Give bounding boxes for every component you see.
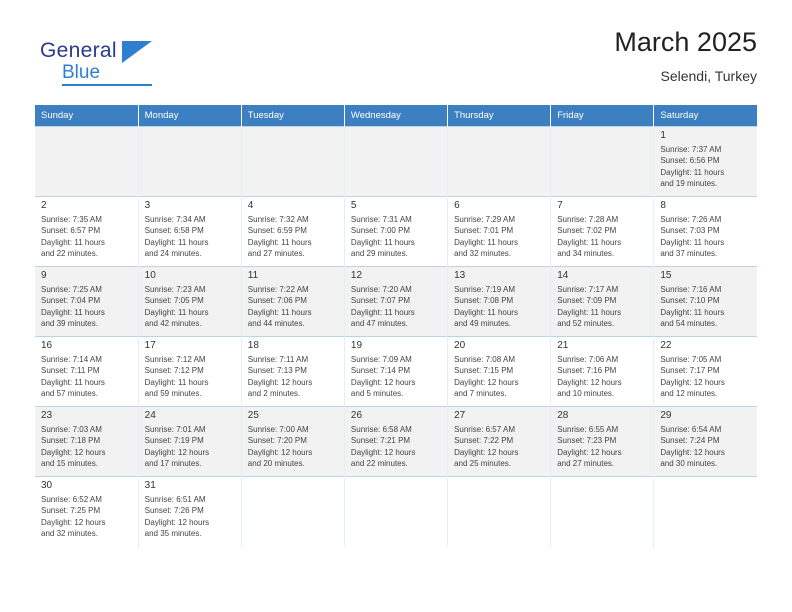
day-sun-info [248,354,339,399]
sunset-text: Sunset: 6:58 PM [144,226,204,236]
logo-underline [62,84,152,86]
daylight-text-line2: and 47 minutes. [350,319,408,329]
calendar-cell-empty [654,477,757,547]
daylight-text-line2: and 7 minutes. [454,389,507,399]
sunrise-text: Sunrise: 6:54 AM [660,425,722,434]
sunset-text: Sunset: 7:15 PM [454,366,514,376]
sunset-text: Sunset: 7:04 PM [41,296,101,306]
sunset-text: Sunset: 7:22 PM [454,436,514,446]
day-sun-info [351,284,442,329]
day-sun-info [351,424,442,469]
sunset-text: Sunset: 7:01 PM [454,226,514,236]
daylight-text-line2: and 22 minutes. [41,249,98,259]
weekday-header-sunday: Sunday [35,105,138,127]
day-sun-info [145,284,236,329]
daylight-text-line1: Daylight: 12 hours [660,447,725,457]
day-number: 1 [660,130,666,141]
day-number: 15 [660,270,672,281]
calendar-cell-empty [35,127,138,197]
sunrise-text: Sunrise: 7:11 AM [247,355,309,364]
calendar-day-cell [241,267,344,337]
daylight-text-line2: and 52 minutes. [557,319,615,329]
sunset-text: Sunset: 7:21 PM [350,436,411,446]
day-sun-info [454,214,545,259]
day-number: 30 [41,480,53,491]
daylight-text-line1: Daylight: 12 hours [454,377,519,387]
weekday-header-thursday: Thursday [448,105,551,127]
sunrise-text: Sunrise: 6:58 AM [350,425,412,434]
calendar-day-cell [35,407,138,477]
daylight-text-line1: Daylight: 11 hours [41,377,105,387]
daylight-text-line2: and 20 minutes. [247,459,305,469]
daylight-text-line2: and 29 minutes. [350,249,408,259]
calendar-day-cell [551,407,654,477]
calendar-cell-empty [138,127,241,197]
sunset-text: Sunset: 7:24 PM [660,436,720,446]
calendar-day-cell [35,197,138,267]
sunset-text: Sunset: 7:13 PM [247,366,307,376]
sunrise-text: Sunrise: 7:09 AM [350,355,412,364]
day-number: 18 [247,340,259,351]
day-number: 28 [557,410,569,421]
day-number: 7 [557,200,563,211]
calendar-day-cell [448,267,551,337]
day-sun-info [351,354,442,399]
calendar-day-cell [35,477,138,547]
calendar-cell-empty [448,127,551,197]
daylight-text-line2: and 37 minutes. [660,249,718,259]
sunrise-text: Sunrise: 7:28 AM [557,215,619,224]
calendar-week-row [35,477,757,547]
calendar-week-row [35,197,757,267]
daylight-text-line2: and 15 minutes. [41,459,98,469]
sunrise-text: Sunrise: 7:26 AM [660,215,722,224]
daylight-text-line2: and 35 minutes. [144,529,202,539]
daylight-text-line1: Daylight: 11 hours [557,237,622,247]
calendar-week-row [35,407,757,477]
daylight-text-line1: Daylight: 12 hours [350,377,416,387]
sunrise-text: Sunrise: 7:12 AM [144,355,206,364]
daylight-text-line2: and 12 minutes. [660,389,718,399]
sunrise-text: Sunrise: 7:03 AM [41,425,102,434]
day-number: 2 [41,200,47,211]
calendar-day-cell [241,197,344,267]
day-sun-info [248,214,339,259]
day-sun-info [660,144,752,189]
daylight-text-line2: and 59 minutes. [144,389,202,399]
sunrise-text: Sunrise: 7:23 AM [144,285,206,294]
sunrise-text: Sunrise: 7:06 AM [557,355,619,364]
calendar-cell-empty [551,127,654,197]
daylight-text-line1: Daylight: 12 hours [144,517,210,527]
weekday-header-tuesday: Tuesday [241,105,344,127]
daylight-text-line1: Daylight: 11 hours [144,237,209,247]
daylight-text-line2: and 34 minutes. [557,249,615,259]
day-number: 27 [454,410,466,421]
day-number: 20 [454,340,466,351]
daylight-text-line1: Daylight: 12 hours [247,447,313,457]
daylight-text-line2: and 30 minutes. [660,459,718,469]
day-sun-info [145,354,236,399]
day-sun-info [145,214,236,259]
day-number: 13 [454,270,466,281]
day-sun-info [145,424,236,469]
sunrise-text: Sunrise: 6:57 AM [454,425,515,434]
day-number: 22 [660,340,672,351]
daylight-text-line1: Daylight: 11 hours [247,237,312,247]
day-number: 26 [350,410,363,421]
daylight-text-line1: Daylight: 11 hours [41,307,105,317]
day-number: 3 [144,200,151,211]
day-sun-info [454,354,545,399]
calendar-day-cell [138,267,241,337]
sunset-text: Sunset: 7:14 PM [350,366,411,376]
sunrise-text: Sunrise: 6:51 AM [144,495,206,504]
daylight-text-line1: Daylight: 11 hours [41,237,105,247]
calendar-day-cell [654,337,757,407]
sunset-text: Sunset: 7:12 PM [144,366,204,376]
title-block [614,28,757,84]
day-sun-info [41,354,133,399]
calendar-day-cell [448,407,551,477]
daylight-text-line1: Daylight: 11 hours [454,307,518,317]
sunrise-text: Sunrise: 7:25 AM [41,285,102,294]
daylight-text-line1: Daylight: 11 hours [144,377,209,387]
day-number: 31 [144,480,156,491]
weekday-header-wednesday: Wednesday [344,105,447,127]
sunset-text: Sunset: 7:11 PM [41,366,100,376]
day-sun-info [557,354,648,399]
day-sun-info [145,494,236,539]
calendar-day-cell [344,407,447,477]
sunrise-text: Sunrise: 7:19 AM [454,285,515,294]
sunset-text: Sunset: 7:17 PM [660,366,720,376]
weekday-header-saturday: Saturday [654,105,757,127]
day-number: 10 [144,270,156,281]
day-sun-info [41,214,133,259]
calendar-cell-empty [344,127,447,197]
day-sun-info [248,284,339,329]
sunrise-text: Sunrise: 7:17 AM [557,285,619,294]
logo-triangle-icon [122,41,152,63]
calendar-day-cell [344,197,447,267]
day-sun-info [454,284,545,329]
sunrise-text: Sunrise: 6:55 AM [557,425,619,434]
calendar-day-cell [138,407,241,477]
daylight-text-line1: Daylight: 12 hours [557,447,622,457]
sunset-text: Sunset: 7:09 PM [557,296,617,306]
calendar-cell-empty [448,477,551,547]
calendar-day-cell [344,267,447,337]
calendar-day-cell [654,197,757,267]
calendar-cell-empty [551,477,654,547]
calendar-day-cell [138,337,241,407]
day-sun-info [660,354,752,399]
weekday-header-monday: Monday [138,105,241,127]
sunrise-text: Sunrise: 7:00 AM [247,425,309,434]
daylight-text-line1: Daylight: 11 hours [350,237,415,247]
sunset-text: Sunset: 7:16 PM [557,366,617,376]
daylight-text-line1: Daylight: 11 hours [247,307,312,317]
sunset-text: Sunset: 7:20 PM [247,436,307,446]
daylight-text-line1: Daylight: 12 hours [454,447,519,457]
calendar-body [35,127,757,547]
sunrise-text: Sunrise: 7:34 AM [144,215,206,224]
sunrise-text: Sunrise: 7:32 AM [247,215,309,224]
daylight-text-line1: Daylight: 11 hours [454,237,518,247]
daylight-text-line2: and 54 minutes. [660,319,718,329]
daylight-text-line2: and 27 minutes. [557,459,615,469]
daylight-text-line2: and 49 minutes. [454,319,511,329]
sunset-text: Sunset: 7:06 PM [247,296,307,306]
day-number: 5 [350,200,357,211]
day-number: 23 [41,410,53,421]
calendar-day-cell [551,267,654,337]
daylight-text-line2: and 32 minutes. [41,529,98,539]
calendar-day-cell [551,197,654,267]
calendar-day-cell [551,337,654,407]
sunset-text: Sunset: 7:18 PM [41,436,101,446]
sunrise-text: Sunrise: 7:37 AM [660,145,722,154]
sunset-text: Sunset: 7:00 PM [350,226,411,236]
sunrise-text: Sunrise: 7:20 AM [350,285,412,294]
sunset-text: Sunset: 7:07 PM [350,296,411,306]
day-number: 24 [144,410,156,421]
daylight-text-line2: and 42 minutes. [144,319,202,329]
day-sun-info [557,284,648,329]
daylight-text-line2: and 25 minutes. [454,459,511,469]
calendar-day-cell [35,337,138,407]
sunrise-text: Sunrise: 7:35 AM [41,215,102,224]
day-sun-info [248,424,339,469]
daylight-text-line2: and 10 minutes. [557,389,615,399]
sunset-text: Sunset: 7:08 PM [454,296,514,306]
calendar-cell-empty [344,477,447,547]
day-number: 12 [350,270,363,281]
day-sun-info [41,424,133,469]
day-sun-info [660,424,752,469]
daylight-text-line2: and 5 minutes. [350,389,404,399]
day-number: 9 [41,270,47,281]
day-sun-info [557,424,648,469]
daylight-text-line1: Daylight: 12 hours [41,517,106,527]
day-sun-info [660,214,752,259]
weekday-header-row [35,105,757,127]
sunrise-text: Sunrise: 7:01 AM [144,425,206,434]
sunrise-text: Sunrise: 7:08 AM [454,355,515,364]
logo-text-general: General [40,39,117,62]
sunset-text: Sunset: 7:19 PM [144,436,204,446]
daylight-text-line2: and 27 minutes. [247,249,305,259]
calendar-cell-empty [241,127,344,197]
sunrise-text: Sunrise: 7:29 AM [454,215,515,224]
daylight-text-line1: Daylight: 11 hours [660,307,725,317]
location-label: Selendi, Turkey [660,67,757,84]
daylight-text-line1: Daylight: 12 hours [557,377,622,387]
sunrise-text: Sunrise: 7:22 AM [247,285,309,294]
day-number: 6 [454,200,460,211]
weekday-header-friday: Friday [551,105,654,127]
sunset-text: Sunset: 6:57 PM [41,226,101,236]
calendar-week-row [35,337,757,407]
logo-text-blue: Blue [62,62,101,83]
day-number: 11 [247,270,259,281]
daylight-text-line2: and 2 minutes. [247,389,301,399]
daylight-text-line1: Daylight: 11 hours [660,237,725,247]
calendar-day-cell [448,197,551,267]
sunset-text: Sunset: 7:26 PM [144,506,204,516]
daylight-text-line1: Daylight: 11 hours [144,307,209,317]
sunrise-text: Sunrise: 7:14 AM [41,355,102,364]
daylight-text-line1: Daylight: 12 hours [41,447,106,457]
calendar-day-cell [344,337,447,407]
daylight-text-line2: and 17 minutes. [144,459,202,469]
daylight-text-line2: and 44 minutes. [247,319,305,329]
calendar-day-cell [654,267,757,337]
sunrise-text: Sunrise: 7:16 AM [660,285,722,294]
day-sun-info [454,424,545,469]
sunset-text: Sunset: 7:10 PM [660,296,720,306]
daylight-text-line2: and 19 minutes. [660,179,718,189]
calendar-day-cell [241,337,344,407]
day-number: 25 [247,410,259,421]
daylight-text-line1: Daylight: 12 hours [247,377,313,387]
general-blue-logo [40,40,220,90]
sunset-text: Sunset: 7:23 PM [557,436,617,446]
page-title: March 2025 [614,27,757,57]
calendar-day-cell [138,197,241,267]
day-number: 16 [41,340,53,351]
day-number: 29 [660,410,672,421]
calendar-week-row [35,267,757,337]
sunset-text: Sunset: 7:02 PM [557,226,617,236]
calendar-day-cell [35,267,138,337]
day-sun-info [660,284,752,329]
sunrise-text: Sunrise: 6:52 AM [41,495,102,504]
day-number: 8 [660,200,666,211]
daylight-text-line2: and 24 minutes. [144,249,202,259]
daylight-text-line2: and 39 minutes. [41,319,98,329]
daylight-text-line1: Daylight: 12 hours [144,447,210,457]
sunset-text: Sunset: 7:05 PM [144,296,204,306]
calendar-day-cell [241,407,344,477]
day-sun-info [351,214,442,259]
calendar-table [35,105,757,547]
daylight-text-line1: Daylight: 12 hours [350,447,416,457]
daylight-text-line1: Daylight: 12 hours [660,377,725,387]
calendar-day-cell [448,337,551,407]
day-number: 14 [557,270,569,281]
sunrise-text: Sunrise: 7:31 AM [350,215,412,224]
day-number: 19 [350,340,363,351]
sunset-text: Sunset: 6:59 PM [247,226,307,236]
daylight-text-line2: and 22 minutes. [350,459,408,469]
day-number: 17 [144,340,156,351]
daylight-text-line2: and 32 minutes. [454,249,511,259]
day-number: 4 [247,200,254,211]
sunset-text: Sunset: 7:03 PM [660,226,720,236]
page-header [35,28,757,98]
day-sun-info [41,284,133,329]
calendar-day-cell [654,127,757,197]
calendar-day-cell [138,477,241,547]
daylight-text-line1: Daylight: 11 hours [350,307,415,317]
calendar-week-row [35,127,757,197]
day-sun-info [41,494,133,539]
day-sun-info [557,214,648,259]
daylight-text-line1: Daylight: 11 hours [557,307,622,317]
calendar-day-cell [654,407,757,477]
daylight-text-line1: Daylight: 11 hours [660,167,725,177]
sunset-text: Sunset: 7:25 PM [41,506,101,516]
calendar-cell-empty [241,477,344,547]
daylight-text-line2: and 57 minutes. [41,389,98,399]
day-number: 21 [557,340,569,351]
sunset-text: Sunset: 6:56 PM [660,156,720,166]
sunrise-text: Sunrise: 7:05 AM [660,355,722,364]
